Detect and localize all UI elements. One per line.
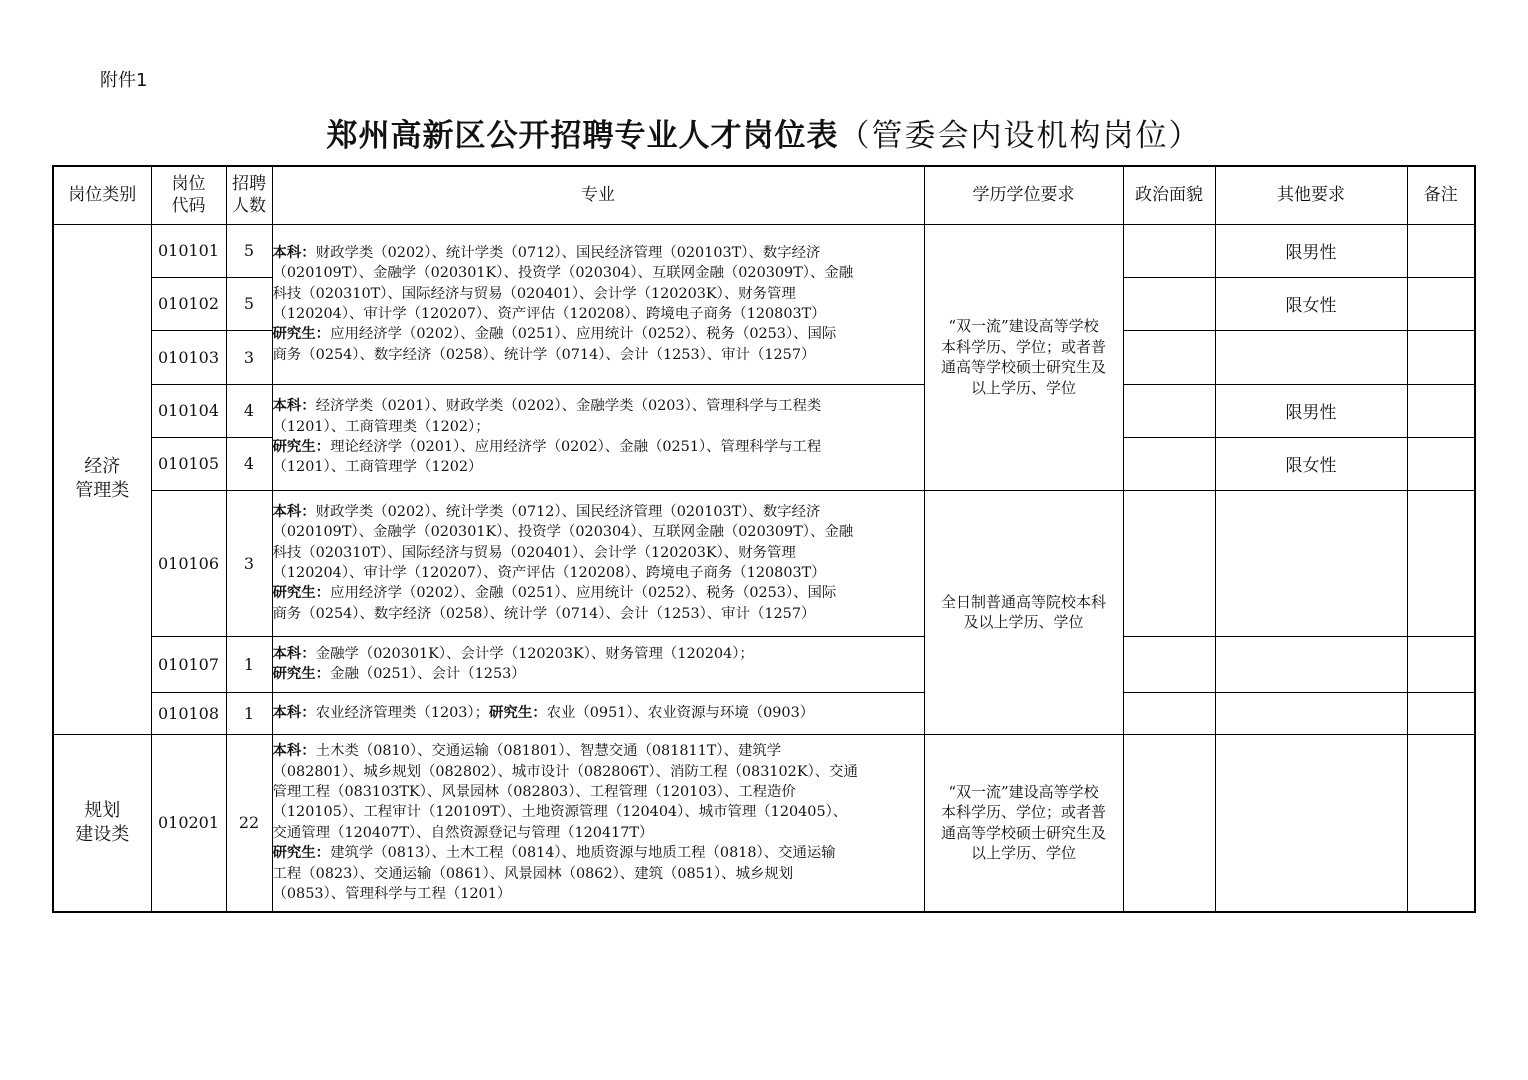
edu-line: “双一流”建设高等学校 xyxy=(948,317,1099,335)
header-code xyxy=(151,166,226,224)
major-text: 财政学类（0202）、统计学类（0712）、国民经济管理（020103T）、数字经济 xyxy=(315,244,821,261)
category-planning-line1: 规划 xyxy=(84,799,121,821)
edu-line: 以上学历、学位 xyxy=(970,378,1076,397)
major-line: （0853）、管理科学与工程（1201） xyxy=(272,885,512,902)
politics-cell xyxy=(1123,692,1215,734)
header-politics: 政治面貌 xyxy=(1123,166,1215,224)
note-cell xyxy=(1407,330,1475,384)
major-group-3 xyxy=(272,490,924,636)
major-text: 农业（0951）、农业资源与环境（0903） xyxy=(546,704,815,721)
major-line: （020109T）、金融学（020301K）、投资学（020304）、互联网金融（020309T）、金融 xyxy=(272,524,854,541)
major-text: 建筑学（0813）、土木工程（0814）、地质资源与地质工程（0818）、交通运输 xyxy=(330,845,836,862)
edu-line: “双一流”建设高等学校 xyxy=(948,782,1099,801)
politics-cell xyxy=(1123,490,1215,636)
major-line: （120204）、审计学（120207）、资产评估（120208）、跨境电子商务（120803T） xyxy=(272,565,826,581)
major-line: 工程（0823）、交通运输（0861）、风景园林（0862）、建筑（0851）、城乡规划 xyxy=(272,865,794,882)
major-line xyxy=(273,583,924,603)
hire-count: 1 xyxy=(226,636,272,692)
table-row xyxy=(53,224,1475,277)
other-req: 限男性 xyxy=(1215,384,1407,437)
table-row xyxy=(53,384,1475,437)
politics-cell xyxy=(1123,636,1215,692)
major-text: 应用经济学（0202）、金融（0251）、应用统计（0252）、税务（0253）、国际 xyxy=(330,585,837,602)
note-cell xyxy=(1407,224,1475,277)
major-text: 经济学类（0201）、财政学类（0202）、金融学类（0203）、管理科学与工程类 xyxy=(315,398,822,415)
undergrad-label: 本科： xyxy=(272,398,316,415)
major-line: （1201）、工商管理类（1202）； xyxy=(272,418,490,435)
header-category: 岗位类别 xyxy=(53,166,151,224)
major-text: 土木类（0810）、交通运输（081801）、智慧交通（081811T）、建筑学 xyxy=(315,743,782,760)
major-line: 科技（020310T）、国际经济与贸易（020401）、会计学（120203K）、财务管理 xyxy=(272,285,796,302)
other-req xyxy=(1215,490,1407,636)
title-subtitle: （管委会内设机构岗位） xyxy=(838,118,1202,154)
header-count-line2: 人数 xyxy=(232,196,266,217)
category-econ xyxy=(53,224,151,734)
note-cell xyxy=(1407,277,1475,330)
politics-cell xyxy=(1123,734,1215,912)
header-education: 学历学位要求 xyxy=(924,166,1123,224)
edu-line: 及以上学历、学位 xyxy=(963,613,1084,631)
grad-label: 研究生： xyxy=(272,585,331,602)
header-note: 备注 xyxy=(1407,166,1475,224)
undergrad-label: 本科： xyxy=(272,645,316,662)
hire-count: 5 xyxy=(226,277,272,330)
positions-table xyxy=(52,165,1476,913)
grad-label: 研究生： xyxy=(272,845,331,862)
table-row xyxy=(53,636,1475,692)
other-req xyxy=(1215,692,1407,734)
hire-count: 4 xyxy=(226,384,272,437)
education-req-1 xyxy=(924,224,1123,490)
note-cell xyxy=(1407,437,1475,490)
undergrad-label: 本科： xyxy=(272,704,316,721)
major-text: 财政学类（0202）、统计学类（0712）、国民经济管理（020103T）、数字经济 xyxy=(315,503,821,520)
undergrad-label: 本科： xyxy=(272,244,316,261)
header-code-line1: 岗位 xyxy=(171,174,206,195)
education-req-2 xyxy=(924,490,1123,734)
category-planning xyxy=(53,734,151,912)
hire-count: 3 xyxy=(226,330,272,384)
header-count-line1: 招聘 xyxy=(232,174,266,195)
politics-cell xyxy=(1123,330,1215,384)
position-code: 010107 xyxy=(151,636,226,692)
attachment-label: 附件1 xyxy=(100,70,148,91)
grad-label: 研究生： xyxy=(272,439,331,455)
major-line: （082801）、城乡规划（082802）、城市设计（082806T）、消防工程（083102K）、交通 xyxy=(272,763,858,780)
header-row xyxy=(53,166,1475,224)
major-line xyxy=(273,243,924,263)
edu-line: 本科学历、学位；或者普 xyxy=(940,337,1106,356)
other-req: 限女性 xyxy=(1215,277,1407,330)
major-group-6 xyxy=(272,734,924,912)
edu-line: 通高等学校硕士研究生及 xyxy=(940,823,1106,842)
grad-label: 研究生： xyxy=(272,666,331,682)
note-cell xyxy=(1407,636,1475,692)
position-code: 010106 xyxy=(151,490,226,636)
other-req: 限男性 xyxy=(1215,224,1407,277)
category-planning-line2: 建设类 xyxy=(75,823,130,845)
header-code-line2: 代码 xyxy=(171,196,206,217)
major-line xyxy=(273,703,924,723)
politics-cell xyxy=(1123,277,1215,330)
major-line: 商务（0254）、数字经济（0258）、统计学（0714）、会计（1253）、审计（1257） xyxy=(272,346,816,363)
edu-line: 通高等学校硕士研究生及 xyxy=(940,358,1106,376)
other-req: 限女性 xyxy=(1215,437,1407,490)
other-req xyxy=(1215,636,1407,692)
major-line xyxy=(273,396,924,416)
hire-count: 3 xyxy=(226,490,272,636)
major-group-1 xyxy=(272,224,924,384)
position-code: 010104 xyxy=(151,384,226,437)
position-code: 010108 xyxy=(151,692,226,734)
header-count xyxy=(226,166,272,224)
politics-cell xyxy=(1123,384,1215,437)
position-code: 010105 xyxy=(151,437,226,490)
major-text: 应用经济学（0202）、金融（0251）、应用统计（0252）、税务（0253）、国际 xyxy=(330,326,837,343)
note-cell xyxy=(1407,384,1475,437)
major-line: 管理工程（083103TK）、风景园林（082803）、工程管理（120103）、工程造价 xyxy=(272,783,796,800)
note-cell xyxy=(1407,734,1475,912)
major-group-5 xyxy=(272,692,924,734)
edu-line: 以上学历、学位 xyxy=(970,844,1076,863)
hire-count: 1 xyxy=(226,692,272,734)
grad-label: 研究生： xyxy=(489,704,547,721)
education-req-3 xyxy=(924,734,1123,912)
hire-count: 5 xyxy=(226,224,272,277)
hire-count: 4 xyxy=(226,437,272,490)
position-code: 010103 xyxy=(151,330,226,384)
major-line: （120204）、审计学（120207）、资产评估（120208）、跨境电子商务（120803T） xyxy=(272,306,826,322)
hire-count: 22 xyxy=(226,734,272,912)
title-main: 郑州高新区公开招聘专业人才岗位表 xyxy=(326,118,839,154)
table-row xyxy=(53,734,1475,912)
major-line: （120105）、工程审计（120109T）、土地资源管理（120404）、城市管理（120405）、 xyxy=(272,804,848,821)
major-line: （1201）、工商管理学（1202） xyxy=(272,459,483,476)
category-econ-line1: 经济 xyxy=(84,456,121,477)
other-req xyxy=(1215,330,1407,384)
header-other: 其他要求 xyxy=(1215,166,1407,224)
major-line xyxy=(273,741,924,761)
major-text: 理论经济学（0201）、应用经济学（0202）、金融（0251）、管理科学与工程 xyxy=(330,439,822,455)
grad-label: 研究生： xyxy=(272,326,331,343)
major-line: （020109T）、金融学（020301K）、投资学（020304）、互联网金融（020309T）、金融 xyxy=(272,265,854,282)
position-code: 010102 xyxy=(151,277,226,330)
politics-cell xyxy=(1123,224,1215,277)
major-line xyxy=(273,437,924,457)
major-text: 农业经济管理类（1203）； xyxy=(315,704,490,721)
major-text: 金融学（020301K）、会计学（120203K）、财务管理（120204）； xyxy=(315,645,754,662)
other-req xyxy=(1215,734,1407,912)
major-line: 科技（020310T）、国际经济与贸易（020401）、会计学（120203K）、财务管理 xyxy=(272,544,796,561)
edu-line: 全日制普通高等院校本科 xyxy=(940,592,1106,611)
major-line xyxy=(273,644,924,664)
major-line xyxy=(273,843,924,863)
table-row xyxy=(53,490,1475,636)
major-text: 金融（0251）、会计（1253） xyxy=(330,666,526,682)
major-group-4 xyxy=(272,636,924,692)
major-line: 商务（0254）、数字经济（0258）、统计学（0714）、会计（1253）、审计（1257） xyxy=(272,605,816,622)
major-line xyxy=(273,324,924,344)
politics-cell xyxy=(1123,437,1215,490)
note-cell xyxy=(1407,692,1475,734)
position-code: 010201 xyxy=(151,734,226,912)
position-code: 010101 xyxy=(151,224,226,277)
page-title xyxy=(0,110,1528,155)
major-line xyxy=(273,502,924,522)
undergrad-label: 本科： xyxy=(272,503,316,520)
header-major: 专业 xyxy=(272,166,924,224)
table-row xyxy=(53,692,1475,734)
edu-line: 本科学历、学位；或者普 xyxy=(940,803,1106,822)
major-line: 交通管理（120407T）、自然资源登记与管理（120417T） xyxy=(272,824,654,841)
note-cell xyxy=(1407,490,1475,636)
category-econ-line2: 管理类 xyxy=(75,480,130,501)
undergrad-label: 本科： xyxy=(272,743,316,760)
major-line xyxy=(273,664,924,684)
major-group-2 xyxy=(272,384,924,490)
